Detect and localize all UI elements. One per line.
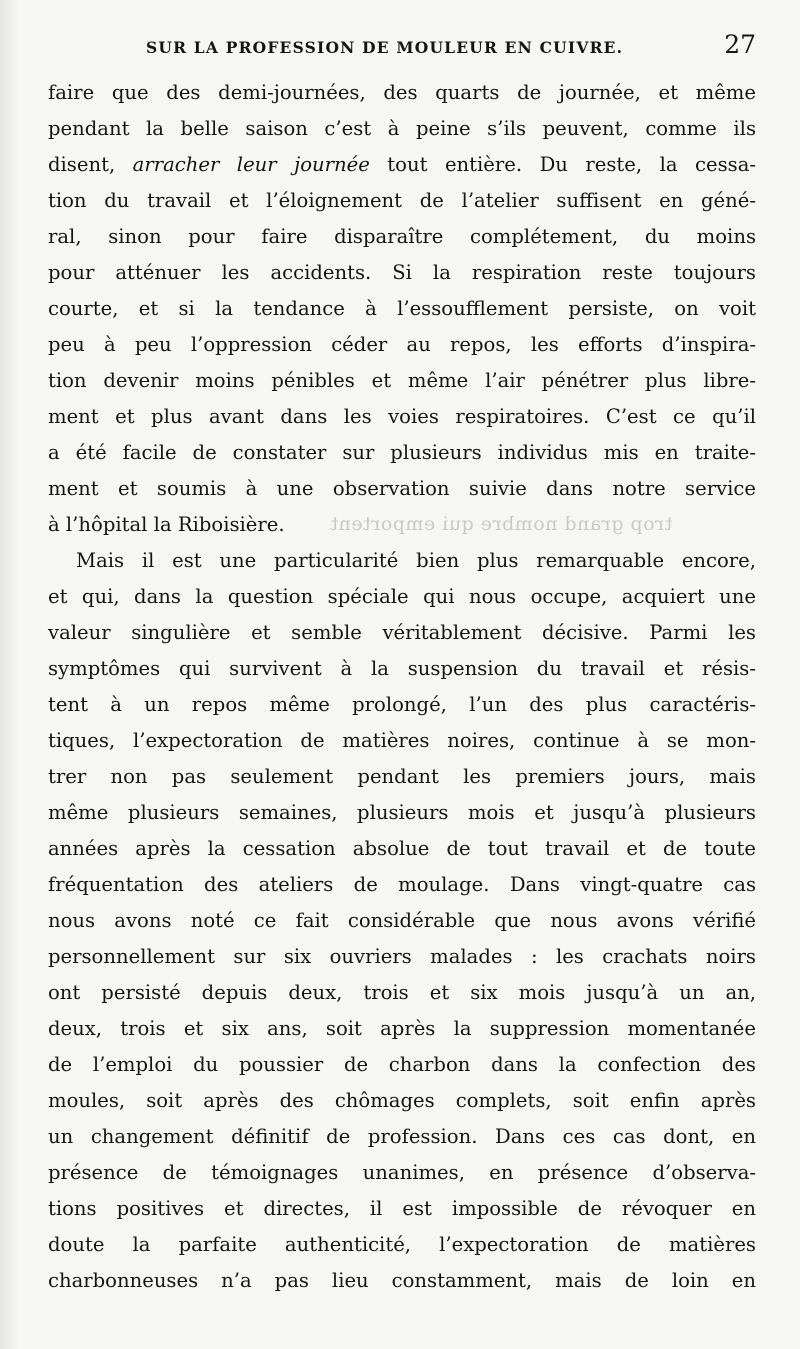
- paragraph-first-line: Mais il est une particularité bien plus remarquable encore,: [76, 549, 756, 572]
- text-line: trer non pas seulement pendant les premiers jours, mais: [48, 765, 756, 788]
- text-line: ont persisté depuis deux, trois et six mois jusqu’à un an,: [48, 981, 756, 1004]
- page-number: 27: [724, 30, 756, 59]
- text-line: pendant la belle saison c’est à peine s’ils peuvent, comme ils: [48, 117, 756, 140]
- text-line: ment et plus avant dans les voies respiratoires. C’est ce qu’il: [48, 405, 756, 428]
- text-segment: disent,: [48, 153, 133, 176]
- text-line: présence de témoignages unanimes, en présence d’observa-: [48, 1161, 756, 1184]
- text-line: doute la parfaite authenticité, l’expectoration de matières: [48, 1233, 756, 1256]
- text-line: [48, 147, 756, 183]
- text-segment: tout entière. Du reste, la cessa-: [369, 153, 756, 176]
- text-line: faire que des demi-journées, des quarts de journée, et même: [48, 81, 756, 104]
- running-title: SUR LA PROFESSION DE MOULEUR EN CUIVRE.: [146, 38, 624, 57]
- text-line: tion devenir moins pénibles et même l’air pénétrer plus libre-: [48, 369, 756, 392]
- text-line: et qui, dans la question spéciale qui nous occupe, acquiert une: [48, 585, 756, 608]
- text-line: à l’hôpital la Riboisière.: [48, 513, 285, 536]
- text-line: pour atténuer les accidents. Si la respiration reste toujours: [48, 261, 756, 284]
- text-line: fréquentation des ateliers de moulage. Dans vingt-quatre cas: [48, 873, 756, 896]
- italic-phrase: arracher leur journée: [132, 153, 370, 176]
- text-line: peu à peu l’oppression céder au repos, les efforts d’inspira-: [48, 333, 756, 356]
- page-header: [48, 26, 756, 66]
- text-line: charbonneuses n’a pas lieu constamment, mais de loin en: [48, 1269, 756, 1292]
- text-line: valeur singulière et semble véritablement décisive. Parmi les: [48, 621, 756, 644]
- text-line: ral, sinon pour faire disparaître complétement, du moins: [48, 225, 756, 248]
- text-line: moules, soit après des chômages complets, soit enfin après: [48, 1089, 756, 1112]
- bleed-through-text: trop grand nombre qui emportent: [330, 513, 673, 535]
- text-line: ment et soumis à une observation suivie dans notre service: [48, 477, 756, 500]
- page-edge-shadow: [0, 0, 18, 1349]
- text-line: tiques, l’expectoration de matières noires, continue à se mon-: [48, 729, 756, 752]
- text-line: nous avons noté ce fait considérable que nous avons vérifié: [48, 909, 756, 932]
- text-line: années après la cessation absolue de tout travail et de toute: [48, 837, 756, 860]
- text-line: tent à un repos même prolongé, l’un des plus caractéris-: [48, 693, 756, 716]
- text-line: personnellement sur six ouvriers malades : les crachats noirs: [48, 945, 756, 968]
- text-line: un changement définitif de profession. Dans ces cas dont, en: [48, 1125, 756, 1148]
- text-line: de l’emploi du poussier de charbon dans la confection des: [48, 1053, 756, 1076]
- text-line: a été facile de constater sur plusieurs individus mis en traite-: [48, 441, 756, 464]
- text-line: tions positives et directes, il est impossible de révoquer en: [48, 1197, 756, 1220]
- text-line: courte, et si la tendance à l’essoufflement persiste, on voit: [48, 297, 756, 320]
- text-line: deux, trois et six ans, soit après la suppression momentanée: [48, 1017, 756, 1040]
- text-line: tion du travail et l’éloignement de l’atelier suffisent en géné-: [48, 189, 756, 212]
- text-line: même plusieurs semaines, plusieurs mois et jusqu’à plusieurs: [48, 801, 756, 824]
- text-line: symptômes qui survivent à la suspension du travail et résis-: [48, 657, 756, 680]
